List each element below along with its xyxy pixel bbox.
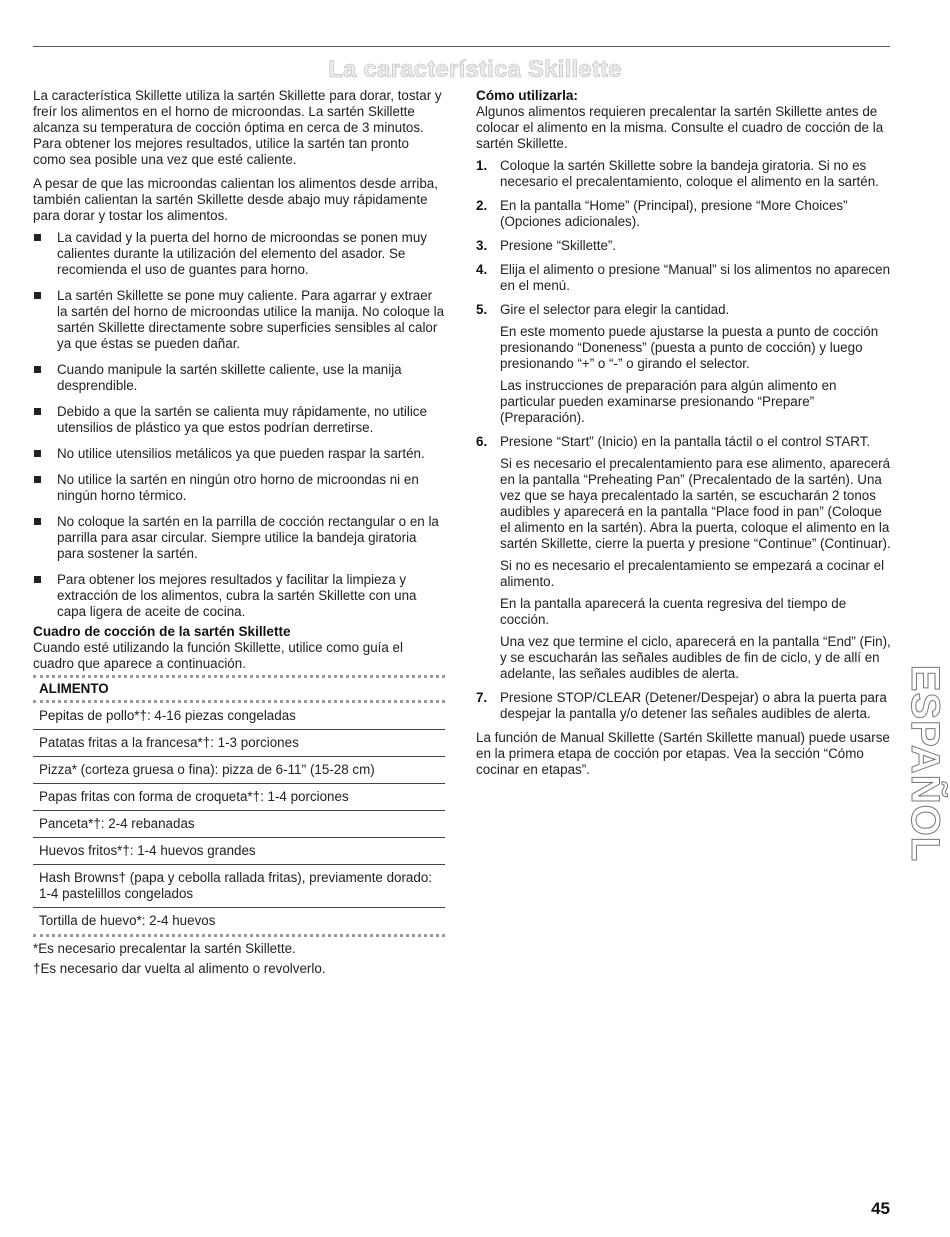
bullet-item: No utilice utensilios metálicos ya que pueden raspar la sartén. — [33, 446, 445, 462]
step-detail: En la pantalla aparecerá la cuenta regresiva del tiempo de cocción. — [500, 596, 847, 627]
how-to-use-intro: Algunos alimentos requieren precalentar la sartén Skillette antes de colocar el alimento en la misma. Consulte el cuadro de cocción de la sartén Skillette. — [476, 104, 884, 151]
bullet-item: Para obtener los mejores resultados y facilitar la limpieza y extracción de los alimentos, cubra la sartén Skillette con una capa ligera de aceite de cocina. — [33, 572, 445, 620]
bullet-item: No utilice la sartén en ningún otro horno de microondas ni en ningún horno térmico. — [33, 472, 445, 504]
table-row: Tortilla de huevo*: 2-4 huevos — [33, 908, 445, 937]
step-detail: Las instrucciones de preparación para algún alimento en particular pueden examinarse presionando “Prepare” (Preparación). — [500, 378, 837, 425]
step-item — [476, 158, 892, 190]
step-number: 7. — [476, 690, 488, 705]
step-item — [476, 434, 892, 682]
step-item — [476, 262, 892, 294]
page-title: La característica Skillette — [328, 56, 622, 83]
table-row: Pepitas de pollo*†: 4-16 piezas congeladas — [33, 703, 445, 730]
step-item — [476, 198, 892, 230]
step-text: Presione STOP/CLEAR (Detener/Despejar) o abra la puerta para despejar la pantalla y/o detener las señales audibles de alerta. — [500, 690, 887, 721]
step-number: 5. — [476, 302, 488, 317]
step-number: 2. — [476, 198, 488, 213]
step-item — [476, 302, 892, 426]
language-label: ESPAÑOL — [903, 664, 948, 862]
table-row: Papas fritas con forma de croqueta*†: 1-4 porciones — [33, 784, 445, 811]
step-detail: En este momento puede ajustarse la puesta a punto de cocción presionando “Doneness” (puesta a punto de cocción) y luego presionando “+” o “-” o girando el selector. — [500, 324, 879, 371]
bullet-item: No coloque la sartén en la parrilla de cocción rectangular o en la parrilla para asar circular. Siempre utilice la bandeja giratoria para sostener la sartén. — [33, 514, 445, 562]
table-row: Pizza* (corteza gruesa o fina): pizza de 6-11" (15-28 cm) — [33, 757, 445, 784]
safety-bullet-list — [33, 230, 445, 620]
step-number: 3. — [476, 238, 488, 253]
step-number: 4. — [476, 262, 488, 277]
step-item — [476, 238, 892, 254]
bullet-item: Debido a que la sartén se calienta muy rápidamente, no utilice utensilios de plástico ya que estos podrían derretirse. — [33, 404, 445, 436]
cooking-chart-intro: Cuando esté utilizando la función Skillette, utilice como guía el cuadro que aparece a continuación. — [33, 640, 403, 671]
how-to-use-heading: Cómo utilizarla: — [476, 88, 578, 103]
intro-paragraph-1: La característica Skillette utiliza la sartén Skillette para dorar, tostar y freír los alimentos en el horno de microondas. La sartén Skillette alcanza su temperatura de cocción óptima en cerca de 3 minutos. Para obtener los mejores resultados, utilice la sartén tan pronto como sea posible una vez que esté caliente. — [33, 88, 442, 167]
page-number: 45 — [871, 1199, 890, 1218]
footnote-turn: †Es necesario dar vuelta al alimento o revolverlo. — [33, 961, 326, 976]
cooking-chart-table — [33, 675, 445, 937]
table-row: Patatas fritas a la francesa*†: 1-3 porciones — [33, 730, 445, 757]
step-text: Coloque la sartén Skillette sobre la bandeja giratoria. Si no es necesario el precalentamiento, coloque el alimento en la sartén. — [500, 158, 879, 189]
bullet-item: La sartén Skillette se pone muy caliente. Para agarrar y extraer la sartén del horno de microondas utilice la manija. No coloque la sartén Skillette directamente sobre superficies sensibles al calor ya que éstas se pueden dañar. — [33, 288, 445, 352]
step-text: Gire el selector para elegir la cantidad. — [500, 302, 730, 317]
step-number: 1. — [476, 158, 488, 173]
top-rule — [33, 46, 890, 47]
step-item — [476, 690, 892, 722]
closing-paragraph: La función de Manual Skillette (Sartén Skillette manual) puede usarse en la primera etapa de cocción por etapas. Vea la sección “Cómo cocinar en etapas”. — [476, 730, 890, 777]
table-row: Huevos fritos*†: 1-4 huevos grandes — [33, 838, 445, 865]
step-text: Presione “Start” (Inicio) en la pantalla táctil o el control START. — [500, 434, 871, 449]
cooking-chart-heading: Cuadro de cocción de la sartén Skillette — [33, 624, 291, 639]
intro-paragraph-2: A pesar de que las microondas calientan los alimentos desde arriba, también calientan la sartén Skillette desde abajo muy rápidamente para dorar y tostar los alimentos. — [33, 176, 438, 223]
left-column — [33, 88, 445, 977]
step-text: Elija el alimento o presione “Manual” si los alimentos no aparecen en el menú. — [500, 262, 891, 293]
step-text: Presione “Skillette”. — [500, 238, 617, 253]
step-detail: Si no es necesario el precalentamiento se empezará a cocinar el alimento. — [500, 558, 885, 589]
steps-list — [476, 158, 892, 722]
step-detail: Una vez que termine el ciclo, aparecerá en la pantalla “End” (Fin), y se escucharán las señales audibles de fin de ciclo, y de allí en adelante, las señales audibles de alerta. — [500, 634, 891, 681]
step-text: En la pantalla “Home” (Principal), presione “More Choices” (Opciones adicionales). — [500, 198, 848, 229]
table-row: Hash Browns† (papa y cebolla rallada fritas), previamente dorado: 1-4 pastelillos congelados — [33, 865, 445, 908]
footnote-preheat: *Es necesario precalentar la sartén Skillette. — [33, 941, 296, 956]
table-header: ALIMENTO — [33, 675, 445, 703]
bullet-item: La cavidad y la puerta del horno de microondas se ponen muy calientes durante la utilización del elemento del asador. Se recomienda el uso de guantes para horno. — [33, 230, 445, 278]
step-number: 6. — [476, 434, 488, 449]
right-column — [476, 88, 892, 786]
language-side-tab — [903, 637, 947, 889]
table-row: Panceta*†: 2-4 rebanadas — [33, 811, 445, 838]
step-detail: Si es necesario el precalentamiento para ese alimento, aparecerá en la pantalla “Preheating Pan” (Precalentado de la sartén). Una vez que se haya precalentado la sartén, se escucharán 2 tonos audibles y aparecerá en la pantalla “Place food in pan” (Coloque el alimento en la sartén). Abra la puerta, coloque el alimento en la sartén Skillette, cierre la puerta y presione “Continue” (Continuar). — [500, 456, 891, 551]
bullet-item: Cuando manipule la sartén skillette caliente, use la manija desprendible. — [33, 362, 445, 394]
